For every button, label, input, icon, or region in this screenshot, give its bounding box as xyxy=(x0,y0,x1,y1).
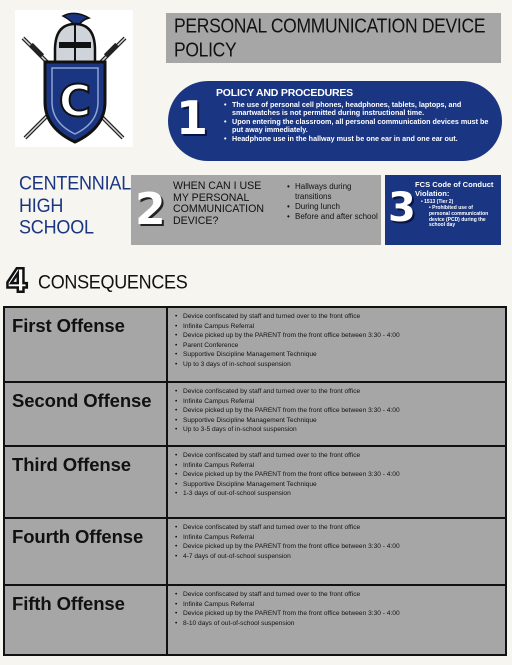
list-item: • Device confiscated by staff and turned over to the front office xyxy=(175,451,503,461)
fcs-section xyxy=(385,175,501,245)
consequence-list xyxy=(175,312,503,370)
policy-heading: POLICY AND PROCEDURES xyxy=(216,87,353,99)
policy-section xyxy=(168,81,502,161)
offense-cell xyxy=(5,308,168,381)
consequence-list xyxy=(175,451,503,499)
list-item: • Device confiscated by staff and turned over to the front office xyxy=(175,523,503,533)
section-number-4: 4 xyxy=(6,262,29,300)
offense-cell xyxy=(5,447,168,517)
list-item: • Infinite Campus Referral xyxy=(175,533,503,543)
consequence-list xyxy=(175,523,503,561)
table-row xyxy=(5,381,505,445)
list-item: • Hallways during transitions xyxy=(287,182,379,202)
list-item: • Parent Conference xyxy=(175,341,503,351)
list-item: • 1-3 days of out-of-school suspension xyxy=(175,489,503,499)
logo-letter: C xyxy=(58,76,92,127)
list-item: • Upon entering the classroom, all personal communication devices must be put away immediately. xyxy=(224,118,496,135)
school-name-line: CENTENNIAL xyxy=(19,172,132,194)
table-row xyxy=(5,517,505,584)
table-row xyxy=(5,445,505,517)
list-item: • 4-7 days of out-of-school suspension xyxy=(175,552,503,562)
list-item: • Supportive Discipline Management Technique xyxy=(175,350,503,360)
when-question: WHEN CAN I USE MY PERSONAL COMMUNICATION DEVICE? xyxy=(173,180,265,227)
section-number-2: 2 xyxy=(135,184,166,235)
when-list xyxy=(287,182,379,222)
list-item: • Up to 3-5 days of in-school suspension xyxy=(175,425,503,435)
list-item: • Infinite Campus Referral xyxy=(175,322,503,332)
offense-label: Third Offense xyxy=(12,454,131,475)
offense-cell xyxy=(5,586,168,654)
list-item: • Device picked up by the PARENT from the front office between 3:30 - 4:00 xyxy=(175,609,503,619)
list-item: • Device picked up by the PARENT from the front office between 3:30 - 4:00 xyxy=(175,470,503,480)
school-name xyxy=(19,172,131,238)
school-logo xyxy=(15,10,133,147)
offense-label: Fourth Offense xyxy=(12,526,144,547)
list-item: • Infinite Campus Referral xyxy=(175,461,503,471)
offense-label: Fifth Offense xyxy=(12,593,125,614)
school-name-line: HIGH xyxy=(19,194,64,216)
list-item: • Supportive Discipline Management Technique xyxy=(175,480,503,490)
knight-shield-icon xyxy=(15,10,133,147)
section-number-1: 1 xyxy=(176,91,209,145)
list-item: • Before and after school xyxy=(287,212,379,222)
list-item: • Up to 3 days of in-school suspension xyxy=(175,360,503,370)
list-item: • The use of personal cell phones, headphones, tablets, laptops, and smartwatches is not permitted during instructional time. xyxy=(224,101,496,118)
list-item: • Supportive Discipline Management Technique xyxy=(175,416,503,426)
section-number-3: 3 xyxy=(388,185,416,231)
list-item: • Device confiscated by staff and turned over to the front office xyxy=(175,387,503,397)
when-section xyxy=(131,175,381,245)
list-item: • During lunch xyxy=(287,202,379,212)
list-item: • Infinite Campus Referral xyxy=(175,397,503,407)
list-item: • 8-10 days of out-of-school suspension xyxy=(175,619,503,629)
offense-cell xyxy=(5,519,168,584)
list-item: • Device picked up by the PARENT from the front office between 3:30 - 4:00 xyxy=(175,406,503,416)
consequences-table xyxy=(3,306,507,656)
list-item: • Device picked up by the PARENT from the front office between 3:30 - 4:00 xyxy=(175,542,503,552)
page-title: PERSONAL COMMUNICATION DEVICE POLICY xyxy=(174,13,486,61)
consequence-list xyxy=(175,387,503,435)
list-item: • Infinite Campus Referral xyxy=(175,600,503,610)
fcs-code: • 1513 (Tier 2) xyxy=(421,199,454,205)
school-name-line: SCHOOL xyxy=(19,216,94,238)
list-item: • Device confiscated by staff and turned over to the front office xyxy=(175,312,503,322)
fcs-detail: • Prohibited use of personal communication device (PCD) during the school day xyxy=(429,205,489,229)
policy-list xyxy=(224,101,496,143)
title-banner xyxy=(166,13,501,63)
consequence-list xyxy=(175,590,503,628)
offense-cell xyxy=(5,383,168,445)
list-item: • Device picked up by the PARENT from the front office between 3:30 - 4:00 xyxy=(175,331,503,341)
offense-label: First Offense xyxy=(12,315,125,336)
list-item: • Headphone use in the hallway must be one ear in and one ear out. xyxy=(224,135,496,143)
offense-label: Second Offense xyxy=(12,390,152,411)
table-row xyxy=(5,308,505,381)
consequences-heading: CONSEQUENCES xyxy=(38,271,188,293)
table-row xyxy=(5,584,505,654)
list-item: • Device confiscated by staff and turned over to the front office xyxy=(175,590,503,600)
fcs-heading: FCS Code of Conduct Violation: xyxy=(415,180,494,198)
